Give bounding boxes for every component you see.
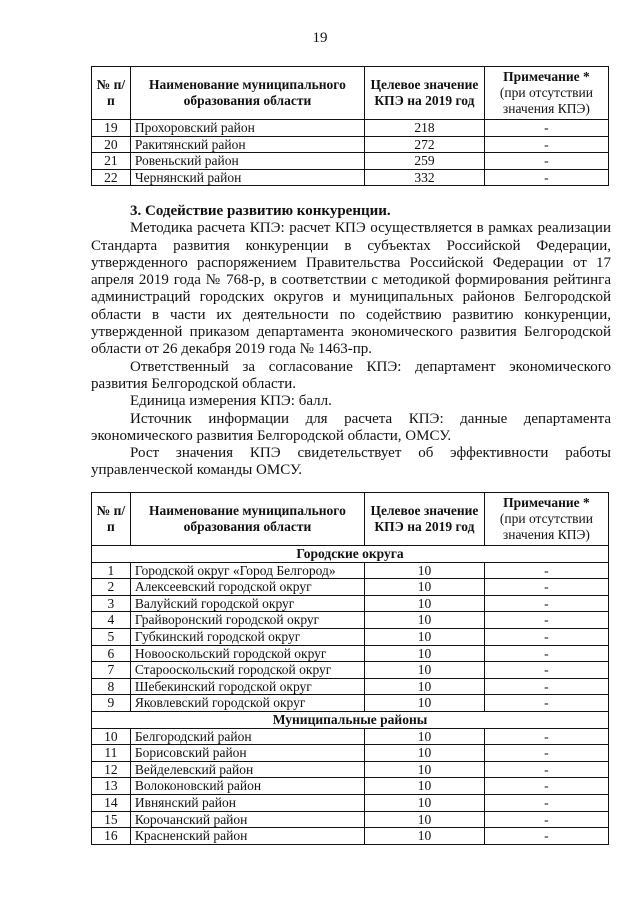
section-text-block [91, 203, 611, 480]
row-note: - [484, 678, 608, 695]
table-row [92, 562, 609, 579]
row-note: - [484, 794, 608, 811]
table-row [92, 645, 609, 662]
table-row [92, 136, 609, 153]
row-note: - [484, 811, 608, 828]
row-value: 10 [365, 612, 485, 629]
header-name: Наименование муниципального образования области [130, 493, 364, 546]
header-note-title: Примечание * [503, 495, 590, 510]
header-name: Наименование муниципального образования области [130, 67, 364, 120]
row-value: 332 [365, 169, 485, 186]
row-value: 10 [365, 695, 485, 712]
row-name: Вейделевский район [130, 761, 364, 778]
page-number: 19 [312, 30, 328, 46]
paragraph-method: Методика расчета КПЭ: расчет КПЭ осуществляется в рамках реализации Стандарта развития конкуренции в субъектах Российской Федерации, утвержденного распоряжением Правительства Российской Федерации от 17 апреля 2019 года № 768-р, в соответствии с методикой формирования рейтинга администраций городских округов и муниципальных районов Белгородской области в части их деятельности по содействию развитию конкуренции, утвержденной приказом департамента экономического развития Белгородской области от 26 декабря 2019 года № 1463-пр. [91, 220, 611, 358]
row-number: 20 [92, 136, 131, 153]
table-row [92, 662, 609, 679]
row-name: Прохоровский район [130, 120, 364, 137]
row-value: 10 [365, 794, 485, 811]
row-note: - [484, 595, 608, 612]
table-row [92, 745, 609, 762]
row-note: - [484, 120, 608, 137]
row-note: - [484, 728, 608, 745]
table-row [92, 595, 609, 612]
table-row [92, 678, 609, 695]
group-heading-districts-label: Муниципальные районы [92, 711, 609, 728]
row-value: 10 [365, 562, 485, 579]
table-row [92, 120, 609, 137]
table-row [92, 794, 609, 811]
row-note: - [484, 153, 608, 170]
row-value: 10 [365, 745, 485, 762]
row-note: - [484, 828, 608, 845]
row-value: 259 [365, 153, 485, 170]
row-note: - [484, 662, 608, 679]
row-value: 10 [365, 678, 485, 695]
row-name: Грайворонский городской округ [130, 612, 364, 629]
row-number: 2 [92, 579, 131, 596]
row-number: 13 [92, 778, 131, 795]
row-name: Ракитянский район [130, 136, 364, 153]
row-name: Старооскольский городской округ [130, 662, 364, 679]
row-number: 3 [92, 595, 131, 612]
row-number: 16 [92, 828, 131, 845]
table-row [92, 612, 609, 629]
table-row [92, 828, 609, 845]
table-row [92, 728, 609, 745]
section-heading: 3. Содействие развитию конкуренции. [130, 203, 391, 219]
row-number: 7 [92, 662, 131, 679]
row-note: - [484, 612, 608, 629]
table-row [92, 778, 609, 795]
header-note-sub: (при отсутствии значения КПЭ) [499, 511, 593, 542]
table-header-row [92, 67, 609, 120]
kpe-table-2 [91, 492, 609, 845]
row-note: - [484, 778, 608, 795]
table-row [92, 761, 609, 778]
row-note: - [484, 136, 608, 153]
row-name: Корочанский район [130, 811, 364, 828]
row-note: - [484, 695, 608, 712]
row-name: Яковлевский городской округ [130, 695, 364, 712]
row-number: 15 [92, 811, 131, 828]
header-value: Целевое значение КПЭ на 2019 год [365, 493, 485, 546]
row-note: - [484, 562, 608, 579]
kpe-table-1 [91, 66, 609, 186]
row-value: 10 [365, 728, 485, 745]
row-value: 10 [365, 778, 485, 795]
row-note: - [484, 628, 608, 645]
row-name: Губкинский городской округ [130, 628, 364, 645]
paragraph-growth: Рост значения КПЭ свидетельствует об эффективности работы управленческой команды ОМСУ. [91, 445, 611, 479]
group-heading-districts [92, 711, 609, 728]
row-value: 10 [365, 828, 485, 845]
row-value: 218 [365, 120, 485, 137]
row-number: 11 [92, 745, 131, 762]
row-name: Белгородский район [130, 728, 364, 745]
row-name: Красненский район [130, 828, 364, 845]
row-number: 19 [92, 120, 131, 137]
table-row [92, 153, 609, 170]
paragraph-unit: Единица измерения КПЭ: балл. [130, 393, 332, 410]
row-name: Новооскольский городской округ [130, 645, 364, 662]
header-note-sub: (при отсутствии значения КПЭ) [499, 85, 593, 116]
row-name: Валуйский городской округ [130, 595, 364, 612]
table-row [92, 695, 609, 712]
row-name: Чернянский район [130, 169, 364, 186]
group-heading-urban-label: Городские округа [92, 546, 609, 563]
table-header-row [92, 493, 609, 546]
group-heading-urban [92, 546, 609, 563]
row-name: Борисовский район [130, 745, 364, 762]
header-num: № п/п [92, 493, 131, 546]
table-row [92, 579, 609, 596]
header-note-title: Примечание * [503, 69, 590, 84]
header-note [484, 493, 608, 546]
row-number: 6 [92, 645, 131, 662]
row-name: Волоконовский район [130, 778, 364, 795]
row-number: 4 [92, 612, 131, 629]
row-value: 10 [365, 645, 485, 662]
row-name: Ивнянский район [130, 794, 364, 811]
row-name: Ровеньский район [130, 153, 364, 170]
row-number: 9 [92, 695, 131, 712]
row-number: 8 [92, 678, 131, 695]
header-value: Целевое значение КПЭ на 2019 год [365, 67, 485, 120]
row-number: 1 [92, 562, 131, 579]
row-value: 10 [365, 662, 485, 679]
row-value: 10 [365, 628, 485, 645]
row-name: Городской округ «Город Белгород» [130, 562, 364, 579]
table-row [92, 628, 609, 645]
row-value: 272 [365, 136, 485, 153]
row-note: - [484, 169, 608, 186]
row-number: 5 [92, 628, 131, 645]
header-note [484, 67, 608, 120]
row-number: 22 [92, 169, 131, 186]
row-note: - [484, 745, 608, 762]
row-number: 21 [92, 153, 131, 170]
row-name: Алексеевский городской округ [130, 579, 364, 596]
row-number: 12 [92, 761, 131, 778]
row-note: - [484, 645, 608, 662]
row-value: 10 [365, 579, 485, 596]
row-value: 10 [365, 595, 485, 612]
paragraph-source: Источник информации для расчета КПЭ: данные департамента экономического развития Белгородской области, ОМСУ. [91, 410, 611, 444]
row-number: 10 [92, 728, 131, 745]
row-note: - [484, 761, 608, 778]
row-note: - [484, 579, 608, 596]
row-value: 10 [365, 761, 485, 778]
row-name: Шебекинский городской округ [130, 678, 364, 695]
header-num: № п/п [92, 67, 131, 120]
table-row [92, 169, 609, 186]
paragraph-responsible: Ответственный за согласование КПЭ: департамент экономического развития Белгородской области. [91, 358, 611, 392]
row-value: 10 [365, 811, 485, 828]
table-row [92, 811, 609, 828]
row-number: 14 [92, 794, 131, 811]
